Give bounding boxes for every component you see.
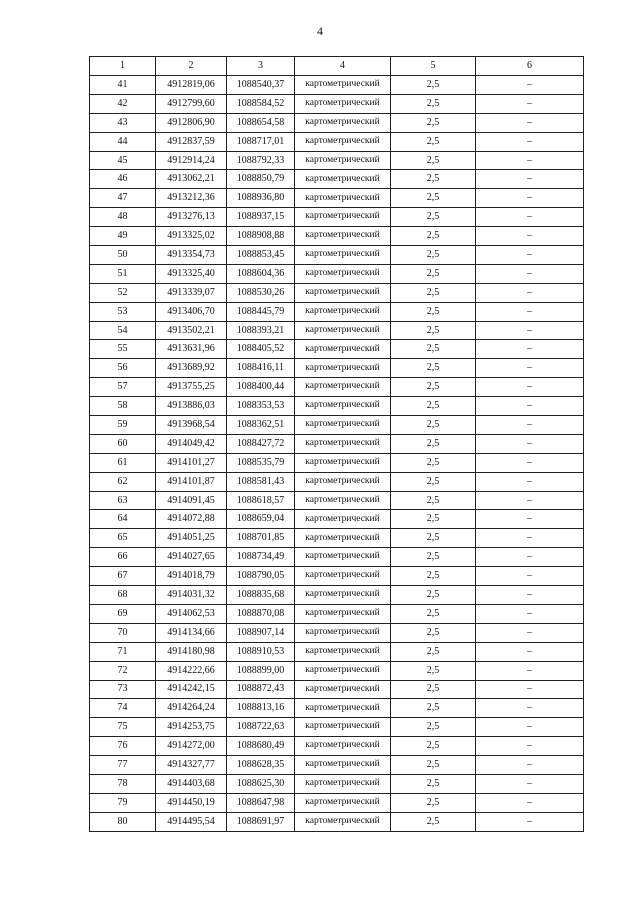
table-row xyxy=(90,378,584,397)
method-cell: картометрический xyxy=(295,529,391,548)
accuracy-cell: 2,5 xyxy=(391,453,476,472)
point-number-cell: 78 xyxy=(90,774,156,793)
method-cell: картометрический xyxy=(295,189,391,208)
x-coordinate-cell: 4914101,27 xyxy=(156,453,227,472)
table-row xyxy=(90,623,584,642)
table-row xyxy=(90,397,584,416)
point-number-cell: 76 xyxy=(90,737,156,756)
x-coordinate-cell: 4913755,25 xyxy=(156,378,227,397)
table-row xyxy=(90,774,584,793)
method-cell: картометрический xyxy=(295,321,391,340)
table-row xyxy=(90,548,584,567)
description-cell: – xyxy=(476,623,584,642)
description-cell: – xyxy=(476,453,584,472)
method-cell: картометрический xyxy=(295,718,391,737)
x-coordinate-cell: 4914403,68 xyxy=(156,774,227,793)
accuracy-cell: 2,5 xyxy=(391,76,476,95)
table-row xyxy=(90,189,584,208)
y-coordinate-cell: 1088899,00 xyxy=(227,661,295,680)
point-number-cell: 54 xyxy=(90,321,156,340)
method-cell: картометрический xyxy=(295,378,391,397)
table-row xyxy=(90,434,584,453)
description-cell: – xyxy=(476,604,584,623)
description-cell: – xyxy=(476,76,584,95)
x-coordinate-cell: 4913339,07 xyxy=(156,283,227,302)
table-row xyxy=(90,453,584,472)
accuracy-cell: 2,5 xyxy=(391,510,476,529)
method-cell: картометрический xyxy=(295,510,391,529)
method-cell: картометрический xyxy=(295,113,391,132)
accuracy-cell: 2,5 xyxy=(391,491,476,510)
point-number-cell: 73 xyxy=(90,680,156,699)
point-number-cell: 69 xyxy=(90,604,156,623)
description-cell: – xyxy=(476,548,584,567)
accuracy-cell: 2,5 xyxy=(391,189,476,208)
accuracy-cell: 2,5 xyxy=(391,586,476,605)
description-cell: – xyxy=(476,472,584,491)
column-header: 5 xyxy=(391,57,476,76)
y-coordinate-cell: 1088530,26 xyxy=(227,283,295,302)
method-cell: картометрический xyxy=(295,227,391,246)
accuracy-cell: 2,5 xyxy=(391,774,476,793)
description-cell: – xyxy=(476,397,584,416)
point-number-cell: 68 xyxy=(90,586,156,605)
table-row xyxy=(90,227,584,246)
description-cell: – xyxy=(476,699,584,718)
method-cell: картометрический xyxy=(295,774,391,793)
point-number-cell: 63 xyxy=(90,491,156,510)
method-cell: картометрический xyxy=(295,208,391,227)
x-coordinate-cell: 4914101,87 xyxy=(156,472,227,491)
x-coordinate-cell: 4914327,77 xyxy=(156,756,227,775)
table-row xyxy=(90,812,584,831)
method-cell: картометрический xyxy=(295,699,391,718)
point-number-cell: 67 xyxy=(90,567,156,586)
table-row xyxy=(90,302,584,321)
x-coordinate-cell: 4913354,73 xyxy=(156,246,227,265)
y-coordinate-cell: 1088910,53 xyxy=(227,642,295,661)
accuracy-cell: 2,5 xyxy=(391,151,476,170)
y-coordinate-cell: 1088792,33 xyxy=(227,151,295,170)
description-cell: – xyxy=(476,737,584,756)
point-number-cell: 66 xyxy=(90,548,156,567)
x-coordinate-cell: 4914062,53 xyxy=(156,604,227,623)
y-coordinate-cell: 1088659,04 xyxy=(227,510,295,529)
description-cell: – xyxy=(476,812,584,831)
x-coordinate-cell: 4914027,65 xyxy=(156,548,227,567)
x-coordinate-cell: 4914222,66 xyxy=(156,661,227,680)
table-row xyxy=(90,151,584,170)
y-coordinate-cell: 1088628,35 xyxy=(227,756,295,775)
table-row xyxy=(90,491,584,510)
table-row xyxy=(90,340,584,359)
description-cell: – xyxy=(476,661,584,680)
accuracy-cell: 2,5 xyxy=(391,170,476,189)
x-coordinate-cell: 4913502,21 xyxy=(156,321,227,340)
x-coordinate-cell: 4914242,15 xyxy=(156,680,227,699)
point-number-cell: 48 xyxy=(90,208,156,227)
x-coordinate-cell: 4913406,70 xyxy=(156,302,227,321)
table-row xyxy=(90,208,584,227)
description-cell: – xyxy=(476,378,584,397)
table-row xyxy=(90,246,584,265)
y-coordinate-cell: 1088393,21 xyxy=(227,321,295,340)
y-coordinate-cell: 1088647,98 xyxy=(227,793,295,812)
method-cell: картометрический xyxy=(295,132,391,151)
accuracy-cell: 2,5 xyxy=(391,623,476,642)
x-coordinate-cell: 4914450,19 xyxy=(156,793,227,812)
accuracy-cell: 2,5 xyxy=(391,812,476,831)
description-cell: – xyxy=(476,94,584,113)
method-cell: картометрический xyxy=(295,416,391,435)
x-coordinate-cell: 4914031,32 xyxy=(156,586,227,605)
description-cell: – xyxy=(476,774,584,793)
accuracy-cell: 2,5 xyxy=(391,208,476,227)
point-number-cell: 43 xyxy=(90,113,156,132)
method-cell: картометрический xyxy=(295,94,391,113)
method-cell: картометрический xyxy=(295,434,391,453)
description-cell: – xyxy=(476,283,584,302)
accuracy-cell: 2,5 xyxy=(391,472,476,491)
accuracy-cell: 2,5 xyxy=(391,378,476,397)
method-cell: картометрический xyxy=(295,586,391,605)
table-row xyxy=(90,529,584,548)
method-cell: картометрический xyxy=(295,151,391,170)
y-coordinate-cell: 1088535,79 xyxy=(227,453,295,472)
x-coordinate-cell: 4913325,40 xyxy=(156,264,227,283)
y-coordinate-cell: 1088680,49 xyxy=(227,737,295,756)
table-row xyxy=(90,472,584,491)
y-coordinate-cell: 1088427,72 xyxy=(227,434,295,453)
table-row xyxy=(90,359,584,378)
point-number-cell: 42 xyxy=(90,94,156,113)
column-header: 1 xyxy=(90,57,156,76)
x-coordinate-cell: 4913631,96 xyxy=(156,340,227,359)
point-number-cell: 49 xyxy=(90,227,156,246)
method-cell: картометрический xyxy=(295,737,391,756)
description-cell: – xyxy=(476,359,584,378)
method-cell: картометрический xyxy=(295,246,391,265)
y-coordinate-cell: 1088908,88 xyxy=(227,227,295,246)
description-cell: – xyxy=(476,302,584,321)
x-coordinate-cell: 4912799,60 xyxy=(156,94,227,113)
point-number-cell: 59 xyxy=(90,416,156,435)
accuracy-cell: 2,5 xyxy=(391,397,476,416)
point-number-cell: 57 xyxy=(90,378,156,397)
point-number-cell: 74 xyxy=(90,699,156,718)
accuracy-cell: 2,5 xyxy=(391,340,476,359)
method-cell: картометрический xyxy=(295,472,391,491)
table-row xyxy=(90,604,584,623)
accuracy-cell: 2,5 xyxy=(391,321,476,340)
point-number-cell: 51 xyxy=(90,264,156,283)
y-coordinate-cell: 1088405,52 xyxy=(227,340,295,359)
x-coordinate-cell: 4914051,25 xyxy=(156,529,227,548)
y-coordinate-cell: 1088604,36 xyxy=(227,264,295,283)
x-coordinate-cell: 4914253,75 xyxy=(156,718,227,737)
table-row xyxy=(90,699,584,718)
x-coordinate-cell: 4914495,54 xyxy=(156,812,227,831)
description-cell: – xyxy=(476,491,584,510)
accuracy-cell: 2,5 xyxy=(391,434,476,453)
table-row xyxy=(90,264,584,283)
y-coordinate-cell: 1088872,43 xyxy=(227,680,295,699)
description-cell: – xyxy=(476,416,584,435)
y-coordinate-cell: 1088581,43 xyxy=(227,472,295,491)
point-number-cell: 72 xyxy=(90,661,156,680)
description-cell: – xyxy=(476,227,584,246)
method-cell: картометрический xyxy=(295,623,391,642)
table-row xyxy=(90,170,584,189)
y-coordinate-cell: 1088813,16 xyxy=(227,699,295,718)
method-cell: картометрический xyxy=(295,604,391,623)
table-row xyxy=(90,321,584,340)
accuracy-cell: 2,5 xyxy=(391,416,476,435)
accuracy-cell: 2,5 xyxy=(391,604,476,623)
accuracy-cell: 2,5 xyxy=(391,227,476,246)
table-row xyxy=(90,567,584,586)
table-row xyxy=(90,586,584,605)
point-number-cell: 52 xyxy=(90,283,156,302)
method-cell: картометрический xyxy=(295,76,391,95)
accuracy-cell: 2,5 xyxy=(391,699,476,718)
x-coordinate-cell: 4913276,13 xyxy=(156,208,227,227)
header-row xyxy=(90,57,584,76)
coordinates-table xyxy=(89,56,584,832)
point-number-cell: 61 xyxy=(90,453,156,472)
description-cell: – xyxy=(476,756,584,775)
table-row xyxy=(90,680,584,699)
description-cell: – xyxy=(476,642,584,661)
accuracy-cell: 2,5 xyxy=(391,793,476,812)
y-coordinate-cell: 1088835,68 xyxy=(227,586,295,605)
y-coordinate-cell: 1088701,85 xyxy=(227,529,295,548)
point-number-cell: 60 xyxy=(90,434,156,453)
point-number-cell: 71 xyxy=(90,642,156,661)
description-cell: – xyxy=(476,170,584,189)
point-number-cell: 46 xyxy=(90,170,156,189)
accuracy-cell: 2,5 xyxy=(391,359,476,378)
point-number-cell: 56 xyxy=(90,359,156,378)
y-coordinate-cell: 1088416,11 xyxy=(227,359,295,378)
accuracy-cell: 2,5 xyxy=(391,283,476,302)
y-coordinate-cell: 1088853,45 xyxy=(227,246,295,265)
method-cell: картометрический xyxy=(295,661,391,680)
point-number-cell: 80 xyxy=(90,812,156,831)
table-row xyxy=(90,756,584,775)
y-coordinate-cell: 1088850,79 xyxy=(227,170,295,189)
description-cell: – xyxy=(476,586,584,605)
description-cell: – xyxy=(476,529,584,548)
table-body xyxy=(90,76,584,832)
column-header: 3 xyxy=(227,57,295,76)
accuracy-cell: 2,5 xyxy=(391,567,476,586)
x-coordinate-cell: 4913968,54 xyxy=(156,416,227,435)
table-row xyxy=(90,642,584,661)
y-coordinate-cell: 1088722,63 xyxy=(227,718,295,737)
y-coordinate-cell: 1088353,53 xyxy=(227,397,295,416)
method-cell: картометрический xyxy=(295,397,391,416)
description-cell: – xyxy=(476,246,584,265)
y-coordinate-cell: 1088625,30 xyxy=(227,774,295,793)
point-number-cell: 47 xyxy=(90,189,156,208)
accuracy-cell: 2,5 xyxy=(391,756,476,775)
point-number-cell: 62 xyxy=(90,472,156,491)
accuracy-cell: 2,5 xyxy=(391,113,476,132)
method-cell: картометрический xyxy=(295,491,391,510)
method-cell: картометрический xyxy=(295,170,391,189)
x-coordinate-cell: 4914018,79 xyxy=(156,567,227,586)
description-cell: – xyxy=(476,151,584,170)
accuracy-cell: 2,5 xyxy=(391,548,476,567)
description-cell: – xyxy=(476,208,584,227)
y-coordinate-cell: 1088618,57 xyxy=(227,491,295,510)
y-coordinate-cell: 1088584,52 xyxy=(227,94,295,113)
x-coordinate-cell: 4914134,66 xyxy=(156,623,227,642)
accuracy-cell: 2,5 xyxy=(391,718,476,737)
description-cell: – xyxy=(476,321,584,340)
x-coordinate-cell: 4914091,45 xyxy=(156,491,227,510)
point-number-cell: 64 xyxy=(90,510,156,529)
description-cell: – xyxy=(476,340,584,359)
y-coordinate-cell: 1088790,05 xyxy=(227,567,295,586)
x-coordinate-cell: 4913689,92 xyxy=(156,359,227,378)
x-coordinate-cell: 4914264,24 xyxy=(156,699,227,718)
x-coordinate-cell: 4913212,36 xyxy=(156,189,227,208)
accuracy-cell: 2,5 xyxy=(391,264,476,283)
y-coordinate-cell: 1088907,14 xyxy=(227,623,295,642)
y-coordinate-cell: 1088540,37 xyxy=(227,76,295,95)
method-cell: картометрический xyxy=(295,812,391,831)
x-coordinate-cell: 4912806,90 xyxy=(156,113,227,132)
table-row xyxy=(90,94,584,113)
y-coordinate-cell: 1088870,08 xyxy=(227,604,295,623)
y-coordinate-cell: 1088937,15 xyxy=(227,208,295,227)
x-coordinate-cell: 4914180,98 xyxy=(156,642,227,661)
point-number-cell: 65 xyxy=(90,529,156,548)
point-number-cell: 58 xyxy=(90,397,156,416)
point-number-cell: 55 xyxy=(90,340,156,359)
table-row xyxy=(90,416,584,435)
method-cell: картометрический xyxy=(295,642,391,661)
method-cell: картометрический xyxy=(295,359,391,378)
column-header: 6 xyxy=(476,57,584,76)
accuracy-cell: 2,5 xyxy=(391,529,476,548)
x-coordinate-cell: 4912819,06 xyxy=(156,76,227,95)
method-cell: картометрический xyxy=(295,453,391,472)
y-coordinate-cell: 1088936,80 xyxy=(227,189,295,208)
point-number-cell: 79 xyxy=(90,793,156,812)
table-row xyxy=(90,132,584,151)
point-number-cell: 53 xyxy=(90,302,156,321)
method-cell: картометрический xyxy=(295,548,391,567)
point-number-cell: 44 xyxy=(90,132,156,151)
accuracy-cell: 2,5 xyxy=(391,132,476,151)
y-coordinate-cell: 1088691,97 xyxy=(227,812,295,831)
description-cell: – xyxy=(476,718,584,737)
table-row xyxy=(90,283,584,302)
accuracy-cell: 2,5 xyxy=(391,680,476,699)
accuracy-cell: 2,5 xyxy=(391,737,476,756)
description-cell: – xyxy=(476,264,584,283)
point-number-cell: 50 xyxy=(90,246,156,265)
description-cell: – xyxy=(476,680,584,699)
method-cell: картометрический xyxy=(295,793,391,812)
table-row xyxy=(90,76,584,95)
accuracy-cell: 2,5 xyxy=(391,246,476,265)
method-cell: картометрический xyxy=(295,756,391,775)
table-row xyxy=(90,718,584,737)
method-cell: картометрический xyxy=(295,302,391,321)
x-coordinate-cell: 4912914,24 xyxy=(156,151,227,170)
table-row xyxy=(90,113,584,132)
accuracy-cell: 2,5 xyxy=(391,661,476,680)
x-coordinate-cell: 4914072,88 xyxy=(156,510,227,529)
table-row xyxy=(90,793,584,812)
x-coordinate-cell: 4914272,00 xyxy=(156,737,227,756)
y-coordinate-cell: 1088400,44 xyxy=(227,378,295,397)
page-number: 4 xyxy=(317,24,323,38)
point-number-cell: 77 xyxy=(90,756,156,775)
method-cell: картометрический xyxy=(295,567,391,586)
table-row xyxy=(90,661,584,680)
y-coordinate-cell: 1088734,49 xyxy=(227,548,295,567)
table-row xyxy=(90,510,584,529)
description-cell: – xyxy=(476,434,584,453)
column-header: 4 xyxy=(295,57,391,76)
method-cell: картометрический xyxy=(295,340,391,359)
x-coordinate-cell: 4914049,42 xyxy=(156,434,227,453)
description-cell: – xyxy=(476,189,584,208)
y-coordinate-cell: 1088445,79 xyxy=(227,302,295,321)
y-coordinate-cell: 1088362,51 xyxy=(227,416,295,435)
description-cell: – xyxy=(476,567,584,586)
accuracy-cell: 2,5 xyxy=(391,642,476,661)
point-number-cell: 41 xyxy=(90,76,156,95)
description-cell: – xyxy=(476,113,584,132)
description-cell: – xyxy=(476,132,584,151)
method-cell: картометрический xyxy=(295,283,391,302)
x-coordinate-cell: 4913886,03 xyxy=(156,397,227,416)
accuracy-cell: 2,5 xyxy=(391,94,476,113)
description-cell: – xyxy=(476,793,584,812)
description-cell: – xyxy=(476,510,584,529)
column-header: 2 xyxy=(156,57,227,76)
method-cell: картометрический xyxy=(295,680,391,699)
y-coordinate-cell: 1088654,58 xyxy=(227,113,295,132)
accuracy-cell: 2,5 xyxy=(391,302,476,321)
x-coordinate-cell: 4912837,59 xyxy=(156,132,227,151)
x-coordinate-cell: 4913062,21 xyxy=(156,170,227,189)
table-row xyxy=(90,737,584,756)
y-coordinate-cell: 1088717,01 xyxy=(227,132,295,151)
point-number-cell: 45 xyxy=(90,151,156,170)
point-number-cell: 75 xyxy=(90,718,156,737)
method-cell: картометрический xyxy=(295,264,391,283)
x-coordinate-cell: 4913325,02 xyxy=(156,227,227,246)
point-number-cell: 70 xyxy=(90,623,156,642)
